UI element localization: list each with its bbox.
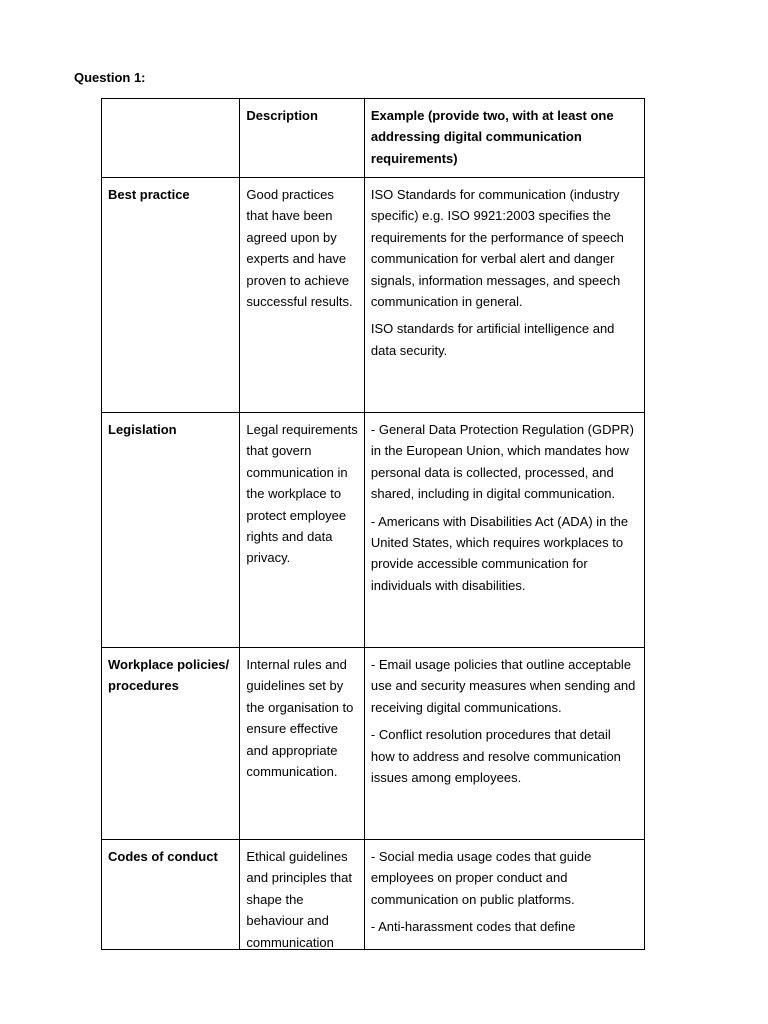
cell-content: Codes of conduct bbox=[108, 849, 218, 864]
question-heading: Question 1: bbox=[74, 70, 146, 85]
example-paragraph: - Conflict resolution procedures that detail how to address and resolve communication issues among employees. bbox=[370, 727, 621, 786]
example-paragraph: ISO standards for artificial intelligence and data security. bbox=[370, 321, 615, 358]
header-cell-description: Description bbox=[240, 99, 364, 178]
description-cell: Internal rules and guidelines set by the organisation to ensure effective and appropriate communication. bbox=[240, 648, 364, 840]
row-label-workplace-policies: Workplace policies/procedures bbox=[102, 648, 240, 840]
example-paragraph: ISO Standards for communication (industry specific) e.g. ISO 9921:2003 specifies the requirements for the performance of speech communication for verbal alert and danger signals, information messages, and speech communication in general. bbox=[370, 187, 624, 310]
example-cell bbox=[364, 840, 644, 950]
row-label-legislation: Legislation bbox=[102, 413, 240, 648]
description-cell: Good practices that have been agreed upon by experts and have proven to achieve successful results. bbox=[240, 178, 364, 413]
example-cell bbox=[364, 178, 644, 413]
table-row bbox=[102, 413, 645, 648]
example-paragraph: - Anti-harassment codes that define bbox=[370, 919, 576, 935]
description-cell: Legal requirements that govern communication in the workplace to protect employee rights and data privacy. bbox=[240, 413, 364, 648]
header-cell-example: Example (provide two, with at least one addressing digital communication requirements) bbox=[364, 99, 644, 178]
row-label-codes-of-conduct bbox=[102, 840, 240, 950]
cell-content bbox=[371, 846, 638, 949]
table-row bbox=[102, 840, 645, 950]
table-header-row bbox=[102, 99, 645, 178]
table-row bbox=[102, 648, 645, 840]
example-paragraph: - Americans with Disabilities Act (ADA) in the United States, which requires workplaces to provide accessible communication for individuals with disabilities. bbox=[370, 513, 629, 593]
row-label-best-practice: Best practice bbox=[102, 178, 240, 413]
table-row bbox=[102, 178, 645, 413]
example-cell bbox=[364, 413, 644, 648]
description-cell bbox=[240, 840, 364, 950]
example-paragraph: - Email usage policies that outline acceptable use and security measures when sending and receiving digital communications. bbox=[370, 657, 636, 715]
example-cell bbox=[364, 648, 644, 840]
cell-content: Ethical guidelines and principles that shape the behaviour and communication bbox=[246, 849, 352, 949]
question-table bbox=[101, 98, 645, 950]
example-paragraph: - General Data Protection Regulation (GDPR) in the European Union, which mandates how personal data is collected, processed, and shared, including in digital communication. bbox=[370, 422, 634, 502]
header-cell-blank bbox=[102, 99, 240, 178]
example-paragraph: - Social media usage codes that guide employees on proper conduct and communication on public platforms. bbox=[370, 849, 592, 907]
